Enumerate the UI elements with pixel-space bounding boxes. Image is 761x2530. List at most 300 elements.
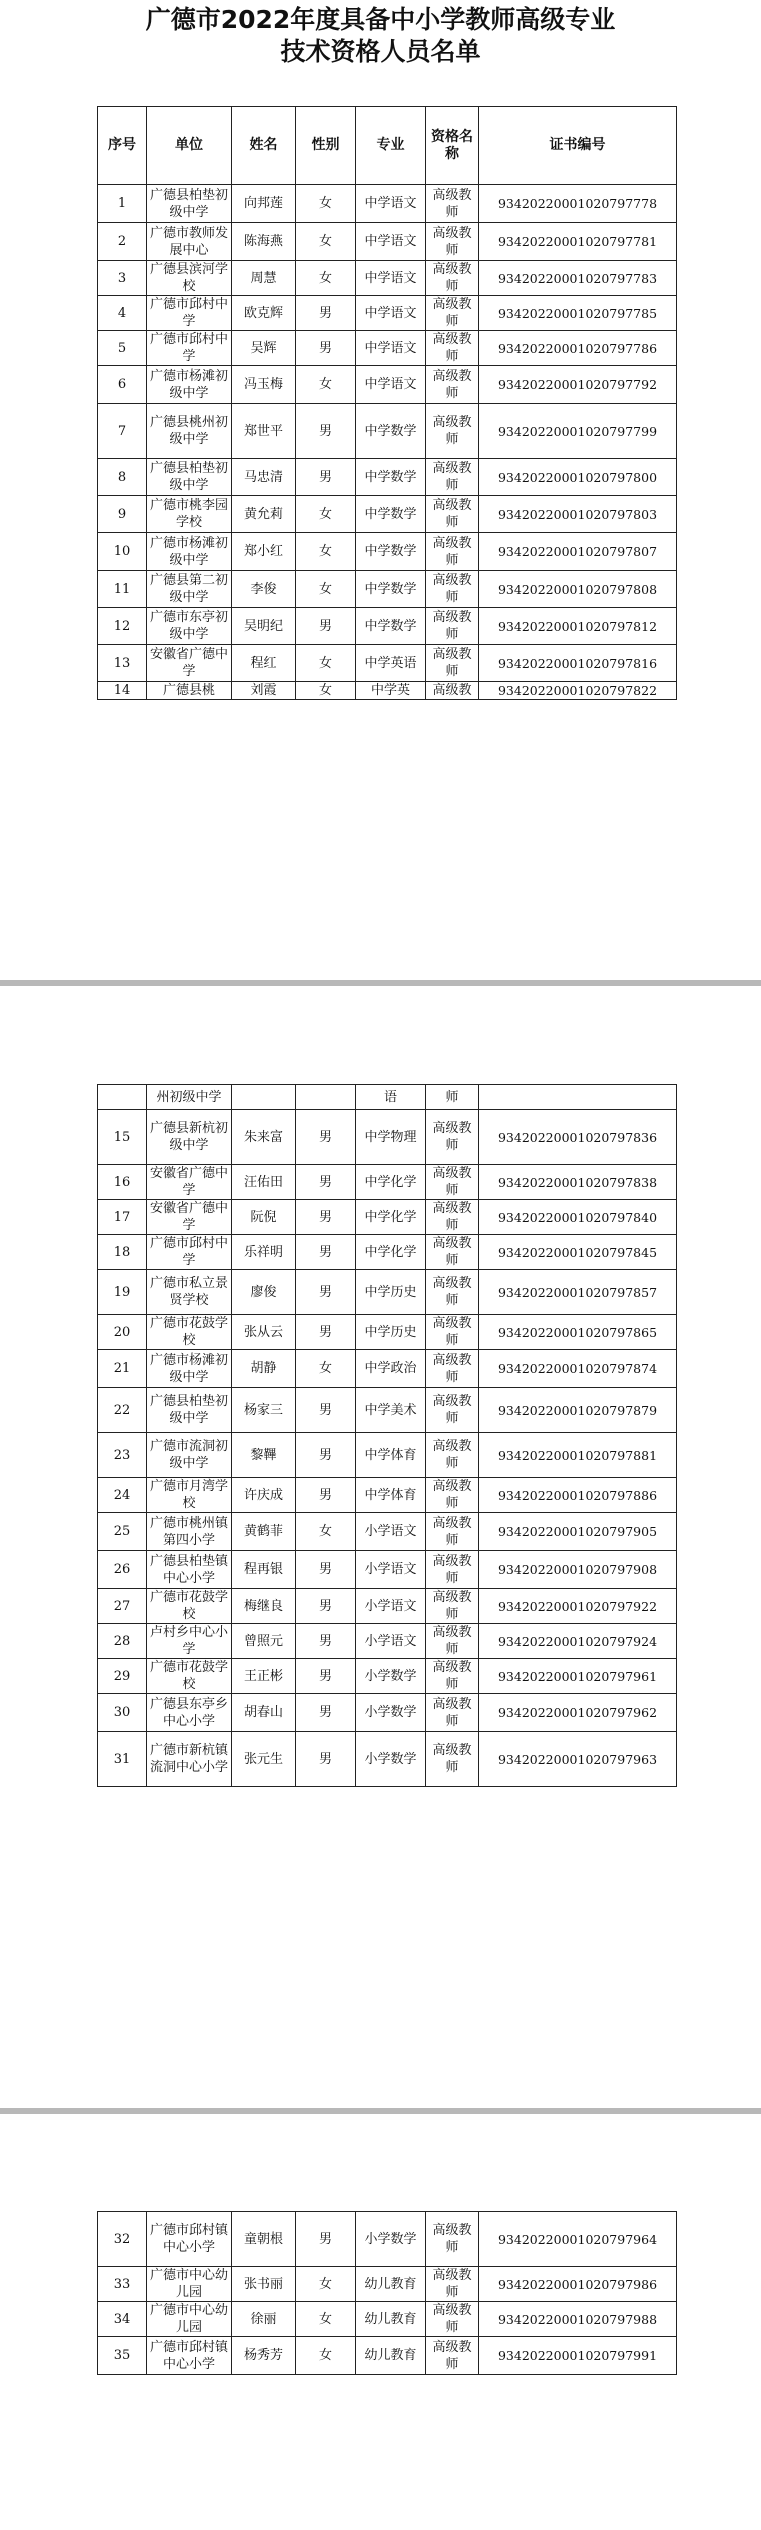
header-gender: 性别 (296, 107, 356, 185)
cell-name: 廖俊 (232, 1270, 296, 1315)
cell-no: 20 (98, 1315, 147, 1350)
cell-no: 28 (98, 1624, 147, 1659)
cell-major: 中学化学 (356, 1165, 426, 1200)
cell-cert: 93420220001020797886 (479, 1478, 677, 1513)
cell-major: 中学数学 (356, 608, 426, 645)
cell-major: 中学数学 (356, 496, 426, 533)
cell-name: 马忠清 (232, 459, 296, 496)
cell-name: 周慧 (232, 261, 296, 296)
table-row (98, 2212, 677, 2267)
cell-name: 徐丽 (232, 2302, 296, 2337)
cell-no: 26 (98, 1551, 147, 1589)
cell-unit: 广德市花鼓学校 (147, 1659, 232, 1694)
cell-cert: 93420220001020797812 (479, 608, 677, 645)
cell-gender: 男 (296, 1694, 356, 1732)
cell-name: 胡春山 (232, 1694, 296, 1732)
table-row (98, 1085, 677, 1110)
cell-major: 中学数学 (356, 459, 426, 496)
cell-name: 黎鞸 (232, 1433, 296, 1478)
table-row (98, 1694, 677, 1732)
cell-name: 朱来富 (232, 1110, 296, 1165)
cell-major: 小学语文 (356, 1624, 426, 1659)
cell-gender: 女 (296, 2302, 356, 2337)
cell-unit: 广德市邱村镇中心小学 (147, 2337, 232, 2375)
cell-no: 35 (98, 2337, 147, 2375)
table-row (98, 1624, 677, 1659)
table-body-page2 (98, 1085, 677, 1787)
table-row (98, 1513, 677, 1551)
cell-qual: 高级教 (426, 682, 479, 700)
cell-qual: 高级教师 (426, 1388, 479, 1433)
document-title-line2: 技术资格人员名单 (280, 37, 481, 66)
cell-gender: 男 (296, 404, 356, 459)
table-row (98, 261, 677, 296)
cell-unit: 广德县东亭乡中心小学 (147, 1694, 232, 1732)
cell-major: 中学数学 (356, 571, 426, 608)
table-row (98, 1110, 677, 1165)
cell-qual: 高级教师 (426, 223, 479, 261)
table-row (98, 682, 677, 700)
cell-name: 曾照元 (232, 1624, 296, 1659)
cell-gender: 女 (296, 533, 356, 571)
cell-no: 25 (98, 1513, 147, 1551)
cell-major: 小学数学 (356, 1694, 426, 1732)
cell-cert: 93420220001020797803 (479, 496, 677, 533)
cell-name: 向邦莲 (232, 185, 296, 223)
table-body-page3 (98, 2212, 677, 2375)
cell-qual: 高级教师 (426, 1624, 479, 1659)
cell-qual: 高级教师 (426, 608, 479, 645)
cell-major: 小学数学 (356, 2212, 426, 2267)
cell-name: 张书丽 (232, 2267, 296, 2302)
cell-name: 黄鹤菲 (232, 1513, 296, 1551)
cell-qual: 高级教师 (426, 1270, 479, 1315)
cell-major: 小学语文 (356, 1589, 426, 1624)
cell-unit: 广德县第二初级中学 (147, 571, 232, 608)
cell-unit: 广德县柏垫初级中学 (147, 459, 232, 496)
cell-unit: 广德市东亭初级中学 (147, 608, 232, 645)
cell-cert: 93420220001020797807 (479, 533, 677, 571)
cell-cert: 93420220001020797781 (479, 223, 677, 261)
cell-qual: 高级教师 (426, 1110, 479, 1165)
cell-gender: 男 (296, 1659, 356, 1694)
cell-major: 幼儿教育 (356, 2302, 426, 2337)
cell-unit: 广德市花鼓学校 (147, 1589, 232, 1624)
cell-gender: 男 (296, 1110, 356, 1165)
cell-no: 27 (98, 1589, 147, 1624)
cell-unit: 广德市邱村中学 (147, 331, 232, 366)
cell-gender: 男 (296, 1200, 356, 1235)
cell-cert: 93420220001020797963 (479, 1732, 677, 1787)
cell-unit: 安徽省广德中学 (147, 1200, 232, 1235)
cell-no: 32 (98, 2212, 147, 2267)
cell-major: 中学语文 (356, 261, 426, 296)
cell-cert: 93420220001020797964 (479, 2212, 677, 2267)
table-row (98, 1235, 677, 1270)
table-row (98, 1551, 677, 1589)
cell-cert: 93420220001020797857 (479, 1270, 677, 1315)
table-row (98, 404, 677, 459)
cell-name: 吴辉 (232, 331, 296, 366)
cell-gender: 女 (296, 366, 356, 404)
table-row (98, 1732, 677, 1787)
cell-gender: 男 (296, 1551, 356, 1589)
cell-qual: 高级教师 (426, 645, 479, 682)
cell-unit: 广德县桃州初级中学 (147, 404, 232, 459)
header-major: 专业 (356, 107, 426, 185)
cell-name: 张元生 (232, 1732, 296, 1787)
cell-name: 杨秀芳 (232, 2337, 296, 2375)
cell-name: 乐祥明 (232, 1235, 296, 1270)
cell-gender: 女 (296, 261, 356, 296)
cell-gender: 男 (296, 296, 356, 331)
cell-no: 18 (98, 1235, 147, 1270)
cell-major: 幼儿教育 (356, 2337, 426, 2375)
cell-cert: 93420220001020797924 (479, 1624, 677, 1659)
cell-gender: 男 (296, 1433, 356, 1478)
cell-gender: 男 (296, 1235, 356, 1270)
cell-cert: 93420220001020797865 (479, 1315, 677, 1350)
cell-cert: 93420220001020797778 (479, 185, 677, 223)
cell-unit: 广德市杨滩初级中学 (147, 1350, 232, 1388)
cell-unit: 广德市杨滩初级中学 (147, 366, 232, 404)
cell-no: 3 (98, 261, 147, 296)
document-title-line1: 广德市2022年度具备中小学教师高级专业 (145, 5, 616, 34)
cell-cert: 93420220001020797816 (479, 645, 677, 682)
cell-cert: 93420220001020797962 (479, 1694, 677, 1732)
roster-table-page3 (97, 2211, 677, 2375)
table-row (98, 1478, 677, 1513)
cell-name: 汪佑田 (232, 1165, 296, 1200)
cell-unit: 广德市私立景贤学校 (147, 1270, 232, 1315)
cell-unit: 广德市邱村镇中心小学 (147, 2212, 232, 2267)
cell-qual: 高级教师 (426, 1315, 479, 1350)
cell-qual: 高级教师 (426, 1478, 479, 1513)
cell-cert: 93420220001020797874 (479, 1350, 677, 1388)
cell-qual: 高级教师 (426, 1732, 479, 1787)
cell-qual: 高级教师 (426, 1433, 479, 1478)
header-qual: 资格名称 (426, 107, 479, 185)
cell-cert: 93420220001020797836 (479, 1110, 677, 1165)
table-row (98, 1270, 677, 1315)
cell-major: 中学语文 (356, 185, 426, 223)
table-row (98, 496, 677, 533)
cell-major: 中学英语 (356, 645, 426, 682)
cell-name: 程红 (232, 645, 296, 682)
cell-unit: 广德县柏垫初级中学 (147, 185, 232, 223)
cell-no: 2 (98, 223, 147, 261)
cell-unit: 州初级中学 (147, 1085, 232, 1110)
table-row (98, 366, 677, 404)
cell-major: 中学历史 (356, 1270, 426, 1315)
cell-name: 杨家三 (232, 1388, 296, 1433)
cell-cert: 93420220001020797799 (479, 404, 677, 459)
header-unit: 单位 (147, 107, 232, 185)
cell-name: 梅继良 (232, 1589, 296, 1624)
table-row (98, 571, 677, 608)
table-row (98, 1165, 677, 1200)
cell-qual: 高级教师 (426, 1551, 479, 1589)
cell-no: 21 (98, 1350, 147, 1388)
cell-no: 33 (98, 2267, 147, 2302)
cell-unit: 广德市月湾学校 (147, 1478, 232, 1513)
cell-name: 郑小红 (232, 533, 296, 571)
cell-cert: 93420220001020797786 (479, 331, 677, 366)
cell-qual: 高级教师 (426, 331, 479, 366)
cell-major: 中学历史 (356, 1315, 426, 1350)
table-row (98, 1350, 677, 1388)
cell-no: 10 (98, 533, 147, 571)
cell-gender: 男 (296, 331, 356, 366)
cell-major: 中学数学 (356, 404, 426, 459)
header-no: 序号 (98, 107, 147, 185)
cell-name: 陈海燕 (232, 223, 296, 261)
cell-qual: 高级教师 (426, 1513, 479, 1551)
cell-cert: 93420220001020797905 (479, 1513, 677, 1551)
cell-gender: 男 (296, 1270, 356, 1315)
cell-gender: 女 (296, 185, 356, 223)
cell-name (232, 1085, 296, 1110)
cell-no: 1 (98, 185, 147, 223)
cell-qual: 师 (426, 1085, 479, 1110)
cell-no: 16 (98, 1165, 147, 1200)
cell-name: 吴明纪 (232, 608, 296, 645)
cell-cert: 93420220001020797922 (479, 1589, 677, 1624)
cell-unit: 广德市中心幼儿园 (147, 2302, 232, 2337)
cell-unit: 广德市流洞初级中学 (147, 1433, 232, 1478)
cell-major: 中学化学 (356, 1200, 426, 1235)
cell-qual: 高级教师 (426, 185, 479, 223)
cell-cert: 93420220001020797800 (479, 459, 677, 496)
cell-major: 中学政治 (356, 1350, 426, 1388)
cell-name: 郑世平 (232, 404, 296, 459)
table-row (98, 645, 677, 682)
cell-gender: 男 (296, 1478, 356, 1513)
cell-gender (296, 1085, 356, 1110)
cell-cert: 93420220001020797961 (479, 1659, 677, 1694)
cell-name: 刘霞 (232, 682, 296, 700)
table-row (98, 223, 677, 261)
cell-no: 30 (98, 1694, 147, 1732)
cell-qual: 高级教师 (426, 1350, 479, 1388)
cell-qual: 高级教师 (426, 1589, 479, 1624)
cell-cert: 93420220001020797785 (479, 296, 677, 331)
table-row (98, 1433, 677, 1478)
cell-major: 中学语文 (356, 223, 426, 261)
cell-cert: 93420220001020797808 (479, 571, 677, 608)
cell-gender: 女 (296, 1350, 356, 1388)
cell-qual: 高级教师 (426, 571, 479, 608)
cell-major: 中学语文 (356, 331, 426, 366)
cell-qual: 高级教师 (426, 261, 479, 296)
cell-qual: 高级教师 (426, 2337, 479, 2375)
cell-qual: 高级教师 (426, 533, 479, 571)
cell-unit: 广德市花鼓学校 (147, 1315, 232, 1350)
cell-no: 4 (98, 296, 147, 331)
cell-cert: 93420220001020797822 (479, 682, 677, 700)
cell-gender: 男 (296, 2212, 356, 2267)
cell-gender: 男 (296, 1624, 356, 1659)
cell-unit: 广德县柏垫镇中心小学 (147, 1551, 232, 1589)
table-row (98, 459, 677, 496)
cell-cert: 93420220001020797783 (479, 261, 677, 296)
cell-cert: 93420220001020797986 (479, 2267, 677, 2302)
cell-name: 胡静 (232, 1350, 296, 1388)
cell-major: 语 (356, 1085, 426, 1110)
cell-no: 6 (98, 366, 147, 404)
cell-qual: 高级教师 (426, 1165, 479, 1200)
cell-gender: 男 (296, 1165, 356, 1200)
cell-major: 中学体育 (356, 1478, 426, 1513)
cell-qual: 高级教师 (426, 366, 479, 404)
cell-gender: 女 (296, 645, 356, 682)
cell-qual: 高级教师 (426, 296, 479, 331)
cell-cert: 93420220001020797845 (479, 1235, 677, 1270)
cell-major: 中学语文 (356, 366, 426, 404)
cell-gender: 女 (296, 223, 356, 261)
cell-major: 小学语文 (356, 1513, 426, 1551)
cell-unit: 广德市教师发展中心 (147, 223, 232, 261)
cell-major: 中学美术 (356, 1388, 426, 1433)
table-row (98, 1200, 677, 1235)
cell-cert: 93420220001020797838 (479, 1165, 677, 1200)
cell-cert (479, 1085, 677, 1110)
cell-no: 24 (98, 1478, 147, 1513)
cell-no: 29 (98, 1659, 147, 1694)
cell-gender: 男 (296, 1388, 356, 1433)
cell-name: 张从云 (232, 1315, 296, 1350)
header-name: 姓名 (232, 107, 296, 185)
cell-no: 11 (98, 571, 147, 608)
cell-no: 7 (98, 404, 147, 459)
cell-unit: 安徽省广德中学 (147, 1165, 232, 1200)
cell-name: 阮倪 (232, 1200, 296, 1235)
cell-unit: 广德县桃 (147, 682, 232, 700)
cell-no: 9 (98, 496, 147, 533)
table-row (98, 296, 677, 331)
cell-name: 许庆成 (232, 1478, 296, 1513)
cell-gender: 男 (296, 1732, 356, 1787)
table-row (98, 331, 677, 366)
cell-unit: 广德县新杭初级中学 (147, 1110, 232, 1165)
cell-gender: 女 (296, 2267, 356, 2302)
cell-no: 15 (98, 1110, 147, 1165)
cell-no: 17 (98, 1200, 147, 1235)
cell-qual: 高级教师 (426, 2302, 479, 2337)
table-row (98, 2267, 677, 2302)
cell-no: 5 (98, 331, 147, 366)
roster-table-page2 (97, 1084, 677, 1787)
cell-major: 中学数学 (356, 533, 426, 571)
cell-unit: 广德市桃李园学校 (147, 496, 232, 533)
table-row (98, 1589, 677, 1624)
cell-qual: 高级教师 (426, 1235, 479, 1270)
cell-unit: 广德县柏垫初级中学 (147, 1388, 232, 1433)
cell-major: 幼儿教育 (356, 2267, 426, 2302)
cell-no: 23 (98, 1433, 147, 1478)
cell-major: 小学数学 (356, 1659, 426, 1694)
cell-unit: 广德市中心幼儿园 (147, 2267, 232, 2302)
table-row (98, 1659, 677, 1694)
cell-no: 31 (98, 1732, 147, 1787)
cell-gender: 女 (296, 571, 356, 608)
cell-major: 中学英 (356, 682, 426, 700)
cell-unit: 广德县滨河学校 (147, 261, 232, 296)
cell-gender: 女 (296, 496, 356, 533)
table-body-page1 (98, 185, 677, 700)
cell-no: 34 (98, 2302, 147, 2337)
cell-no: 14 (98, 682, 147, 700)
table-row (98, 185, 677, 223)
cell-no: 13 (98, 645, 147, 682)
cell-qual: 高级教师 (426, 1200, 479, 1235)
cell-cert: 93420220001020797840 (479, 1200, 677, 1235)
cell-gender: 男 (296, 1315, 356, 1350)
cell-unit: 卢村乡中心小学 (147, 1624, 232, 1659)
table-row (98, 533, 677, 571)
cell-qual: 高级教师 (426, 2267, 479, 2302)
table-header-row (98, 107, 677, 185)
cell-unit: 广德市邱村中学 (147, 1235, 232, 1270)
cell-no: 8 (98, 459, 147, 496)
cell-no: 19 (98, 1270, 147, 1315)
cell-name: 童朝根 (232, 2212, 296, 2267)
cell-unit: 安徽省广德中学 (147, 645, 232, 682)
cell-gender: 男 (296, 1589, 356, 1624)
cell-cert: 93420220001020797792 (479, 366, 677, 404)
table-row (98, 1388, 677, 1433)
cell-major: 中学物理 (356, 1110, 426, 1165)
cell-gender: 女 (296, 1513, 356, 1551)
cell-no: 22 (98, 1388, 147, 1433)
table-row (98, 2337, 677, 2375)
cell-cert: 93420220001020797908 (479, 1551, 677, 1589)
table-row (98, 1315, 677, 1350)
cell-gender: 男 (296, 608, 356, 645)
cell-name: 黄允莉 (232, 496, 296, 533)
cell-gender: 男 (296, 459, 356, 496)
cell-cert: 93420220001020797879 (479, 1388, 677, 1433)
cell-qual: 高级教师 (426, 459, 479, 496)
cell-qual: 高级教师 (426, 496, 479, 533)
cell-unit: 广德市邱村中学 (147, 296, 232, 331)
cell-qual: 高级教师 (426, 1659, 479, 1694)
cell-gender: 女 (296, 682, 356, 700)
cell-no: 12 (98, 608, 147, 645)
cell-unit: 广德市桃州镇第四小学 (147, 1513, 232, 1551)
cell-qual: 高级教师 (426, 1694, 479, 1732)
roster-table-page1 (97, 106, 677, 700)
cell-cert: 93420220001020797988 (479, 2302, 677, 2337)
cell-name: 程再银 (232, 1551, 296, 1589)
cell-no (98, 1085, 147, 1110)
header-cert: 证书编号 (479, 107, 677, 185)
table-row (98, 608, 677, 645)
cell-cert: 93420220001020797991 (479, 2337, 677, 2375)
page-separator (0, 2108, 761, 2114)
cell-major: 小学语文 (356, 1551, 426, 1589)
cell-major: 中学语文 (356, 296, 426, 331)
cell-major: 中学体育 (356, 1433, 426, 1478)
cell-name: 王正彬 (232, 1659, 296, 1694)
table-row (98, 2302, 677, 2337)
cell-name: 李俊 (232, 571, 296, 608)
page-separator (0, 980, 761, 986)
cell-unit: 广德市新杭镇流洞中心小学 (147, 1732, 232, 1787)
cell-gender: 女 (296, 2337, 356, 2375)
cell-qual: 高级教师 (426, 2212, 479, 2267)
cell-name: 欧克辉 (232, 296, 296, 331)
